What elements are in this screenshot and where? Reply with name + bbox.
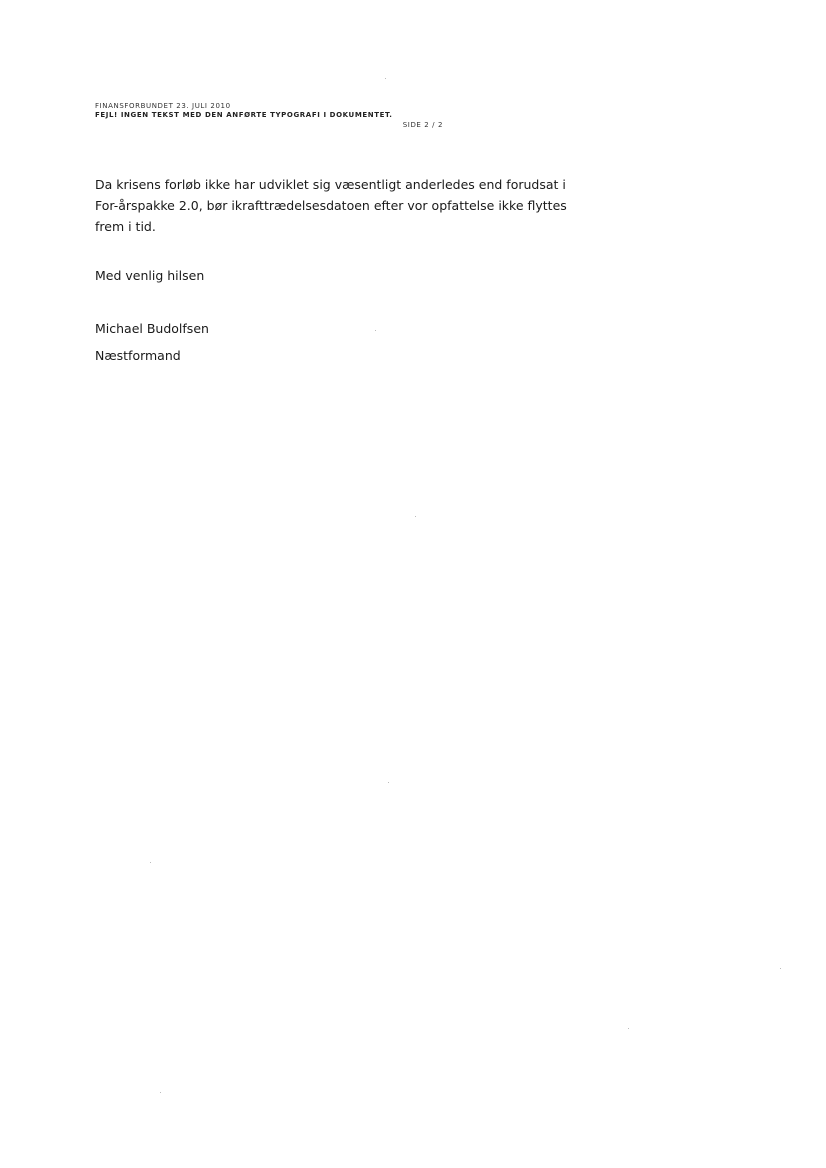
closing-salutation: Med venlig hilsen [95, 268, 205, 283]
scan-speck [385, 78, 386, 79]
scan-speck [780, 968, 781, 969]
signer-title: Næstformand [95, 348, 181, 363]
header-organization-date: FINANSFORBUNDET 23. JULI 2010 [95, 102, 231, 110]
letter-header [95, 102, 455, 130]
scan-speck [628, 1028, 629, 1029]
scan-speck [415, 516, 416, 517]
scan-speck [160, 1092, 161, 1093]
header-error-line: FEJL! INGEN TEKST MED DEN ANFØRTE TYPOGRAFI I DOKUMENTET. [95, 111, 393, 119]
letter-body [95, 174, 590, 237]
page-number: SIDE 2 / 2 [402, 121, 443, 129]
body-paragraph: Da krisens forløb ikke har udviklet sig væsentligt anderledes end forudsat i For-årspakke 2.0, bør ikrafttrædelsesdatoen efter vor opfattelse ikke flyttes frem i tid. [95, 177, 567, 234]
scan-speck [150, 862, 151, 863]
scan-speck [388, 782, 389, 783]
scan-speck [375, 330, 376, 331]
signer-name: Michael Budolfsen [95, 321, 209, 336]
